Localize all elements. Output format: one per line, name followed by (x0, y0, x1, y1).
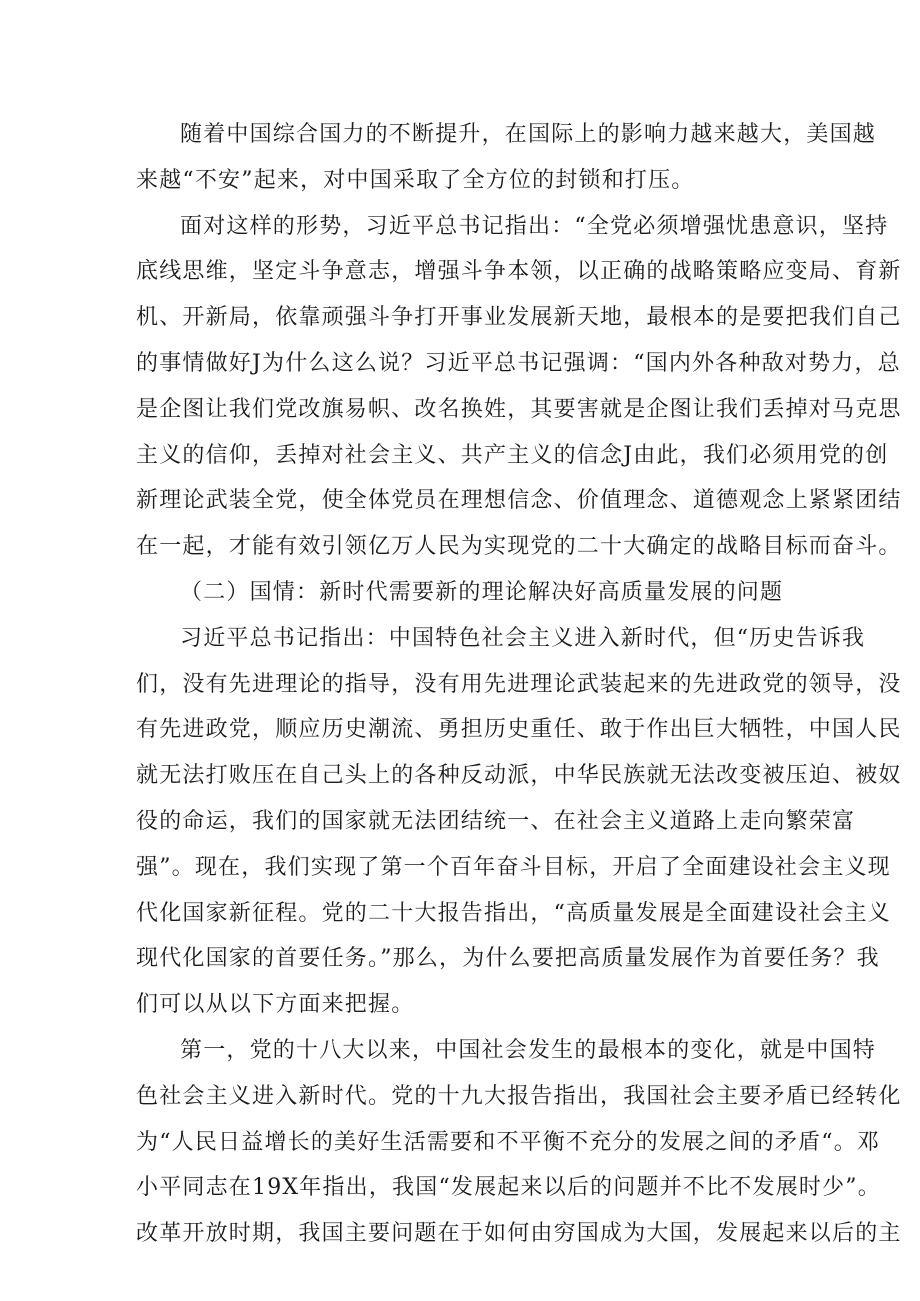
text-line: 们可以从以下方面来把握。 (136, 992, 415, 1018)
text-line: 小平同志在19X年指出，我国“发展起来以后的问题并不比不发展时少”。 (136, 1175, 881, 1201)
text-line: 第一，党的十八大以来，中国社会发生的最根本的变化，就是中国特 (180, 1037, 877, 1063)
text-line: 就无法打败压在自己头上的各种反动派，中华民族就无法改变被压迫、被奴 (136, 763, 902, 789)
text-line: 役的命运，我们的国家就无法团结统一、在社会主义道路上走向繁荣富 (136, 808, 856, 834)
text-line: 代化国家新征程。党的二十大报告指出，“高质量发展是全面建设社会主义 (136, 900, 891, 926)
heading-line: （二）国情：新时代需要新的理论解决好高质量发展的问题 (180, 579, 784, 605)
text-line: 面对这样的形势，习近平总书记指出：“全党必须增强忧患意识，坚持 (180, 213, 889, 239)
paragraph (136, 616, 902, 1028)
text-line: 有先进政党，顺应历史潮流、勇担历史重任、敢于作出巨大牺牲，中国人民 (136, 717, 902, 743)
paragraph (136, 204, 902, 570)
text-line: 们，没有先进理论的指导，没有用先进理论武装起来的先进政党的领导，没 (136, 671, 902, 697)
text-line: 随着中国综合国力的不断提升，在国际上的影响力越来越大，美国越 (180, 122, 877, 147)
text-line: 现代化国家的首要任务。”那么，为什么要把高质量发展作为首要任务？我 (136, 946, 880, 972)
text-line: 主义的信仰，丢掉对社会主义、共产主义的信念J由此，我们必须用党的创 (136, 442, 889, 468)
text-line: 在一起，才能有效引领亿万人民为实现党的二十大确定的战略目标而奋斗。 (136, 534, 902, 560)
paragraph (136, 1028, 902, 1257)
text-line: 机、开新局，依靠顽强斗争打开事业发展新天地，最根本的是要把我们自己 (136, 305, 902, 331)
paragraph (136, 112, 877, 204)
text-line: 新理论武装全党，使全体党员在理想信念、价值理念、道德观念上紧紧团结 (136, 488, 902, 514)
text-line: 改革开放时期，我国主要问题在于如何由穷国成为大国，发展起来以后的主 (136, 1221, 902, 1247)
text-line: 是企图让我们党改旗易帜、改名换姓，其要害就是企图让我们丢掉对马克思 (136, 396, 902, 422)
body-text (136, 112, 902, 1257)
text-line: 为“人民日益增长的美好生活需要和不平衡不充分的发展之间的矛盾“。邓 (136, 1129, 881, 1155)
text-line: 习近平总书记指出：中国特色社会主义进入新时代，但“历史告诉我 (180, 625, 866, 651)
text-line: 底线思维，坚定斗争意志，增强斗争本领，以正确的战略策略应变局、育新 (136, 259, 902, 285)
text-line: 来越“不安”起来，对中国采取了全方位的封锁和打压。 (136, 167, 695, 193)
text-line: 色社会主义进入新时代。党的十九大报告指出，我国社会主要矛盾已经转化 (136, 1083, 902, 1109)
text-line: 的事情做好J为什么这么说？习近平总书记强调：“国内外各种敌对势力，总 (136, 350, 901, 376)
text-line: 强”。现在，我们实现了第一个百年奋斗目标，开启了全面建设社会主义现 (136, 854, 891, 880)
section-heading (136, 570, 796, 616)
